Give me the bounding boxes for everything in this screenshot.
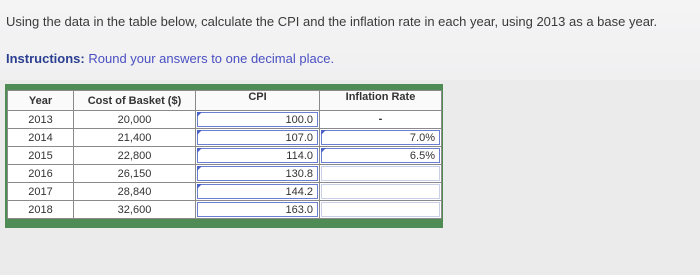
inflation-cell [320, 165, 442, 183]
cpi-value: 114.0 [286, 150, 313, 162]
cpi-cell [196, 129, 320, 147]
header-cost: Cost of Basket ($) [74, 91, 196, 111]
inflation-input[interactable] [321, 148, 440, 163]
cpi-value: 100.0 [285, 114, 313, 126]
cpi-table [7, 90, 442, 219]
inflation-input[interactable] [321, 184, 440, 199]
cpi-input[interactable] [197, 166, 318, 181]
cpi-input[interactable] [197, 130, 318, 145]
instructions-text: Round your answers to one decimal place. [88, 51, 335, 66]
year-cell: 2014 [8, 129, 74, 147]
cpi-input[interactable] [197, 112, 318, 127]
cost-cell: 20,000 [74, 111, 196, 129]
inflation-dash: - [378, 113, 383, 125]
cpi-cell [196, 201, 320, 219]
table-row [8, 147, 442, 165]
year-cell: 2013 [8, 111, 74, 129]
input-marker-icon [321, 130, 326, 135]
year-cell: 2016 [8, 165, 74, 183]
input-marker-icon [321, 148, 326, 153]
year-cell: 2015 [8, 147, 74, 165]
cpi-input[interactable] [197, 202, 318, 217]
header-cpi: CPI [196, 91, 320, 111]
table-row [8, 183, 442, 201]
question-area [0, 0, 700, 80]
cpi-value: 130.8 [285, 168, 313, 180]
inflation-cell [320, 129, 442, 147]
cost-cell: 22,800 [74, 147, 196, 165]
cpi-cell [196, 147, 320, 165]
input-marker-icon [197, 184, 202, 189]
cost-cell: 28,840 [74, 183, 196, 201]
input-marker-icon [197, 166, 202, 171]
header-inflation: Inflation Rate [320, 91, 442, 111]
inflation-value: 7.0% [409, 132, 435, 144]
inflation-cell [320, 183, 442, 201]
table-row [8, 165, 442, 183]
input-marker-icon [197, 112, 202, 117]
cpi-cell [196, 183, 320, 201]
inflation-input[interactable] [321, 202, 440, 217]
instructions-label: Instructions: [6, 51, 85, 66]
inflation-input[interactable] [321, 166, 440, 181]
cpi-value: 107.0 [285, 132, 313, 144]
cost-cell: 32,600 [74, 201, 196, 219]
cpi-value: 163.0 [285, 204, 313, 216]
table-row [8, 129, 442, 147]
year-cell: 2017 [8, 183, 74, 201]
question-text: Using the data in the table below, calculate the CPI and the inflation rate in each year, using 2013 as a base year. [6, 14, 658, 29]
inflation-value: 6.5% [409, 150, 435, 162]
table-row [8, 111, 442, 129]
header-year: Year [8, 91, 74, 111]
year-cell: 2018 [8, 201, 74, 219]
inflation-cell [320, 147, 442, 165]
inflation-cell [320, 201, 442, 219]
input-marker-icon [197, 130, 202, 135]
cpi-cell [196, 165, 320, 183]
cpi-input[interactable] [197, 184, 318, 199]
cost-cell: 26,150 [74, 165, 196, 183]
table-header-row [8, 91, 442, 111]
input-marker-icon [197, 148, 202, 153]
instructions [6, 51, 334, 66]
cpi-value: 144.2 [285, 186, 313, 198]
cpi-cell [196, 111, 320, 129]
cpi-input[interactable] [197, 148, 318, 163]
cost-cell: 21,400 [74, 129, 196, 147]
table-row [8, 201, 442, 219]
inflation-cell [320, 111, 442, 129]
inflation-input[interactable] [321, 130, 440, 145]
